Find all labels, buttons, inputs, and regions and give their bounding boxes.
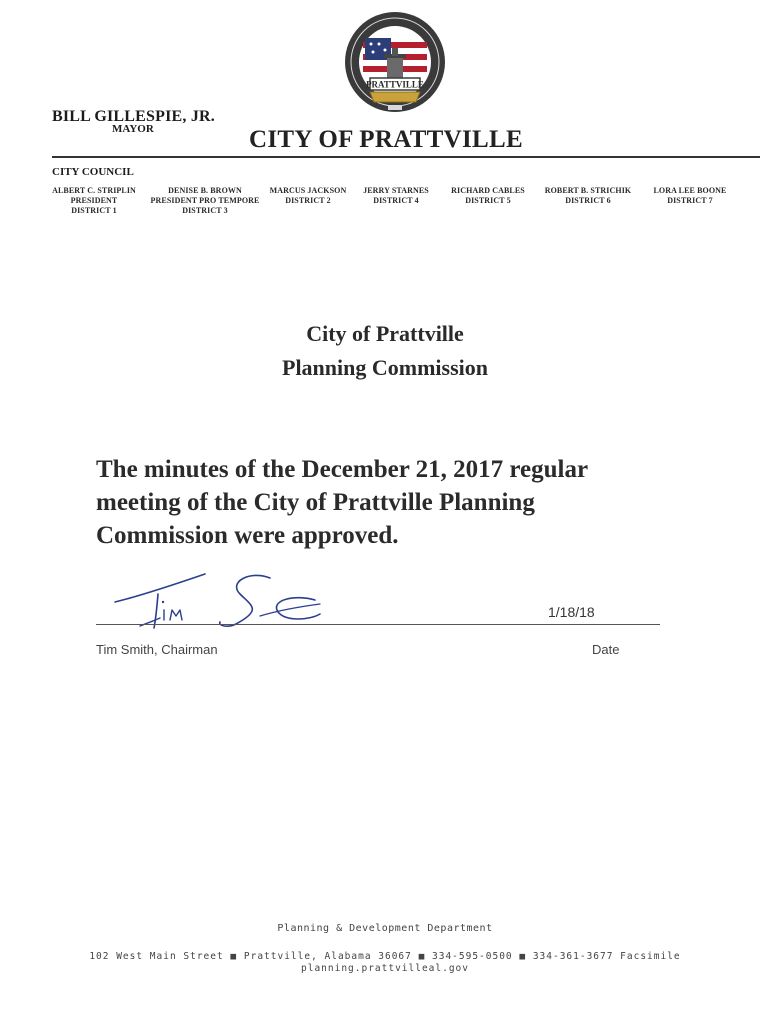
mayor-name: BILL GILLESPIE, JR. [52,108,215,125]
council-member-1 [44,186,144,216]
council-member-2 [140,186,270,216]
signature-line [96,624,660,625]
signature-date: 1/18/18 [548,604,595,620]
council-member-district: DISTRICT 3 [182,206,228,215]
council-member-district: DISTRICT 4 [373,196,419,205]
signer-name: Tim Smith, Chairman [96,642,218,657]
council-member-name: LORA LEE BOONE [653,186,727,195]
council-member-district: DISTRICT 5 [465,196,511,205]
council-member-name: ROBERT B. STRICHIK [544,186,632,195]
council-member-name: MARCUS JACKSON [269,186,347,195]
footer-address: 102 West Main Street ■ Prattville, Alabama 36067 ■ 334-595-0500 ■ 334-361-3677 Facsimile [89,951,681,962]
council-member-5 [438,186,538,206]
council-member-district: DISTRICT 6 [565,196,611,205]
council-member-name: JERRY STARNES [363,186,429,195]
handwritten-signature [110,566,360,636]
council-member-name: DENISE B. BROWN [168,186,242,195]
document-title-line-1: City of Prattville [306,321,464,346]
city-council-label: CITY COUNCIL [52,166,134,178]
footer-department: Planning & Development Department [277,923,493,934]
city-seal-logo [340,10,450,120]
footer-website: planning.prattvilleal.gov [301,963,469,974]
approval-statement: The minutes of the December 21, 2017 regular meeting of the City of Prattville Planning Commission were approved. [96,456,588,549]
council-member-3 [258,186,358,206]
seal-text-prattville: PRATTVILLE [366,79,424,90]
council-member-6 [533,186,643,206]
council-member-role: PRESIDENT [70,196,118,205]
mayor-title: MAYOR [112,123,154,135]
council-member-district: DISTRICT 7 [667,196,713,205]
council-member-name: RICHARD CABLES [451,186,525,195]
council-member-role: PRESIDENT PRO TEMPORE [150,196,260,205]
document-title-line-2: Planning Commission [282,355,488,380]
letterhead-divider [52,156,760,158]
city-name-heading: CITY OF PRATTVILLE [249,126,523,153]
council-member-name: ALBERT C. STRIPLIN [52,186,136,195]
council-member-4 [351,186,441,206]
council-member-district: DISTRICT 1 [71,206,117,215]
council-member-7 [640,186,740,206]
date-label: Date [592,642,620,657]
council-member-district: DISTRICT 2 [285,196,331,205]
